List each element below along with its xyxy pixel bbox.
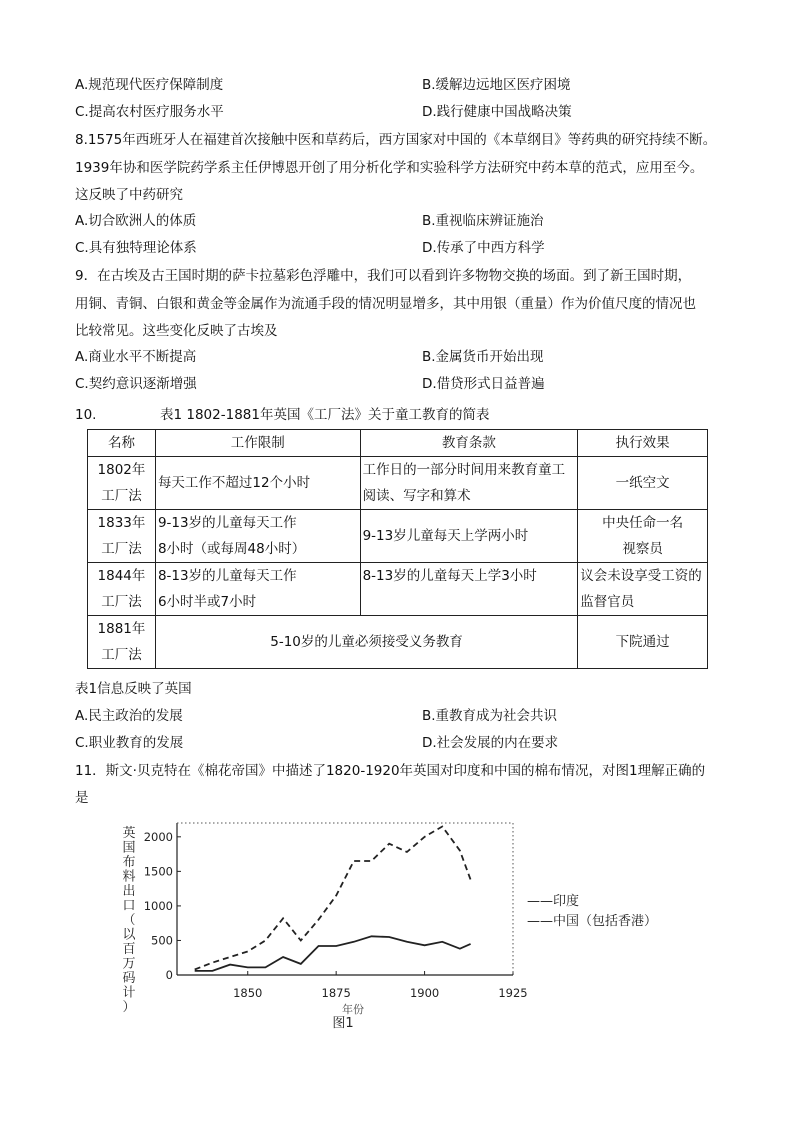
row-name: 1844年 工厂法 xyxy=(88,563,156,616)
legend-india: ——印度 xyxy=(527,894,580,909)
x-tick-label: 1925 xyxy=(498,986,528,1000)
row-work-limit: 8-13岁的儿童每天工作 6小时半或7小时 xyxy=(155,563,360,616)
q7-option-c: C.提高农村医疗服务水平 xyxy=(75,104,224,120)
q9-stem-line1: 9．在古埃及古王国时期的萨卡拉墓彩色浮雕中，我们可以看到许多物物交换的场面。到了新王国时期， xyxy=(75,268,692,284)
q10-option-b: B.重教育成为社会共识 xyxy=(422,708,558,724)
y-tick-label: 500 xyxy=(151,933,173,948)
q9-option-d: D.借贷形式日益普遍 xyxy=(422,376,545,392)
q8-stem-line2: 1939年协和医学院药学系主任伊博恩开创了用分析化学和实验科学方法研究中药本草的范式，应用至今。 xyxy=(75,160,704,176)
cotton-export-chart xyxy=(115,815,705,1030)
q9-option-b: B.金属货币开始出现 xyxy=(422,349,544,365)
q8-stem-line1: 8.1575年西班牙人在福建首次接触中医和草药后，西方国家对中国的《本草纲目》等药典的研究持续不断。 xyxy=(75,132,717,148)
row-name: 1833年 工厂法 xyxy=(88,510,156,563)
q8-option-d: D.传承了中西方科学 xyxy=(422,240,545,256)
q7-option-b: B.缓解边远地区医疗困境 xyxy=(422,77,571,93)
row-work-limit: 9-13岁的儿童每天工作 8小时（或每周48小时） xyxy=(155,510,360,563)
figure-caption: 图1 xyxy=(332,1016,354,1030)
row-education: 9-13岁儿童每天上学两小时 xyxy=(360,510,578,563)
factory-act-table xyxy=(87,429,708,669)
q9-stem-line2: 用铜、青铜、白银和黄金等金属作为流通手段的情况明显增多，其中用银（重量）作为价值尺度的情况也 xyxy=(75,296,696,312)
row-effect: 下院通过 xyxy=(578,616,708,669)
row-education: 工作日的一部分时间用来教育童工 阅读、写字和算术 xyxy=(360,457,578,510)
q11-stem-line1: 11．斯文·贝克特在《棉花帝国》中描述了1820-1920年英国对印度和中国的棉布情况，对图1理解正确的 xyxy=(75,763,706,779)
q9-option-a: A.商业水平不断提高 xyxy=(75,349,197,365)
legend-china: ——中国（包括香港） xyxy=(527,914,658,929)
q11-stem-line2: 是 xyxy=(75,790,89,806)
table-row xyxy=(88,563,708,616)
q10-stem: 表1信息反映了英国 xyxy=(75,681,192,697)
table-header: 教育条款 xyxy=(360,430,578,457)
table-row xyxy=(88,616,708,669)
row-name: 1802年 工厂法 xyxy=(88,457,156,510)
q8-option-b: B.重视临床辨证施治 xyxy=(422,213,544,229)
q9-option-c: C.契约意识逐渐增强 xyxy=(75,376,197,392)
table-caption: 表1 1802-1881年英国《工厂法》关于童工教育的简表 xyxy=(160,407,490,423)
row-effect: 一纸空文 xyxy=(578,457,708,510)
table-header: 名称 xyxy=(88,430,156,457)
table-row xyxy=(88,510,708,563)
x-axis-label: 年份 xyxy=(342,1003,364,1016)
y-axis-label: 英国布料出口（以百万码计） xyxy=(122,826,136,1015)
y-tick-label: 1000 xyxy=(143,898,173,913)
q8-option-a: A.切合欧洲人的体质 xyxy=(75,213,197,229)
row-education: 8-13岁的儿童每天上学3小时 xyxy=(360,563,578,616)
china-series-line xyxy=(195,936,471,971)
q7-option-d: D.践行健康中国战略决策 xyxy=(422,104,572,120)
y-tick-label: 2000 xyxy=(143,829,173,844)
q10-number: 10. xyxy=(75,407,97,423)
table-header: 工作限制 xyxy=(155,430,360,457)
q9-stem-line3: 比较常见。这些变化反映了古埃及 xyxy=(75,323,278,339)
q10-option-c: C.职业教育的发展 xyxy=(75,735,184,751)
x-tick-label: 1900 xyxy=(409,986,440,1000)
x-tick-label: 1875 xyxy=(321,986,351,1000)
table-header: 执行效果 xyxy=(578,430,708,457)
q8-option-c: C.具有独特理论体系 xyxy=(75,240,197,256)
x-tick-label: 1850 xyxy=(233,986,263,1000)
row-effect: 中央任命一名 视察员 xyxy=(578,510,708,563)
row-merged-clause: 5-10岁的儿童必须接受义务教育 xyxy=(155,616,577,669)
q8-stem-line3: 这反映了中药研究 xyxy=(75,187,183,203)
q10-option-a: A.民主政治的发展 xyxy=(75,708,183,724)
y-tick-labels xyxy=(144,830,181,982)
y-tick-label: 1500 xyxy=(143,864,173,879)
y-tick-label: 0 xyxy=(165,968,173,982)
india-series-line xyxy=(195,827,471,970)
row-work-limit: 每天工作不超过12个小时 xyxy=(155,457,360,510)
row-effect: 议会未设享受工资的 监督官员 xyxy=(578,563,708,616)
table-header-row xyxy=(88,430,708,457)
q10-option-d: D.社会发展的内在要求 xyxy=(422,735,559,751)
row-name: 1881年 工厂法 xyxy=(88,616,156,669)
table-row xyxy=(88,457,708,510)
q7-option-a: A.规范现代医疗保障制度 xyxy=(75,77,224,93)
